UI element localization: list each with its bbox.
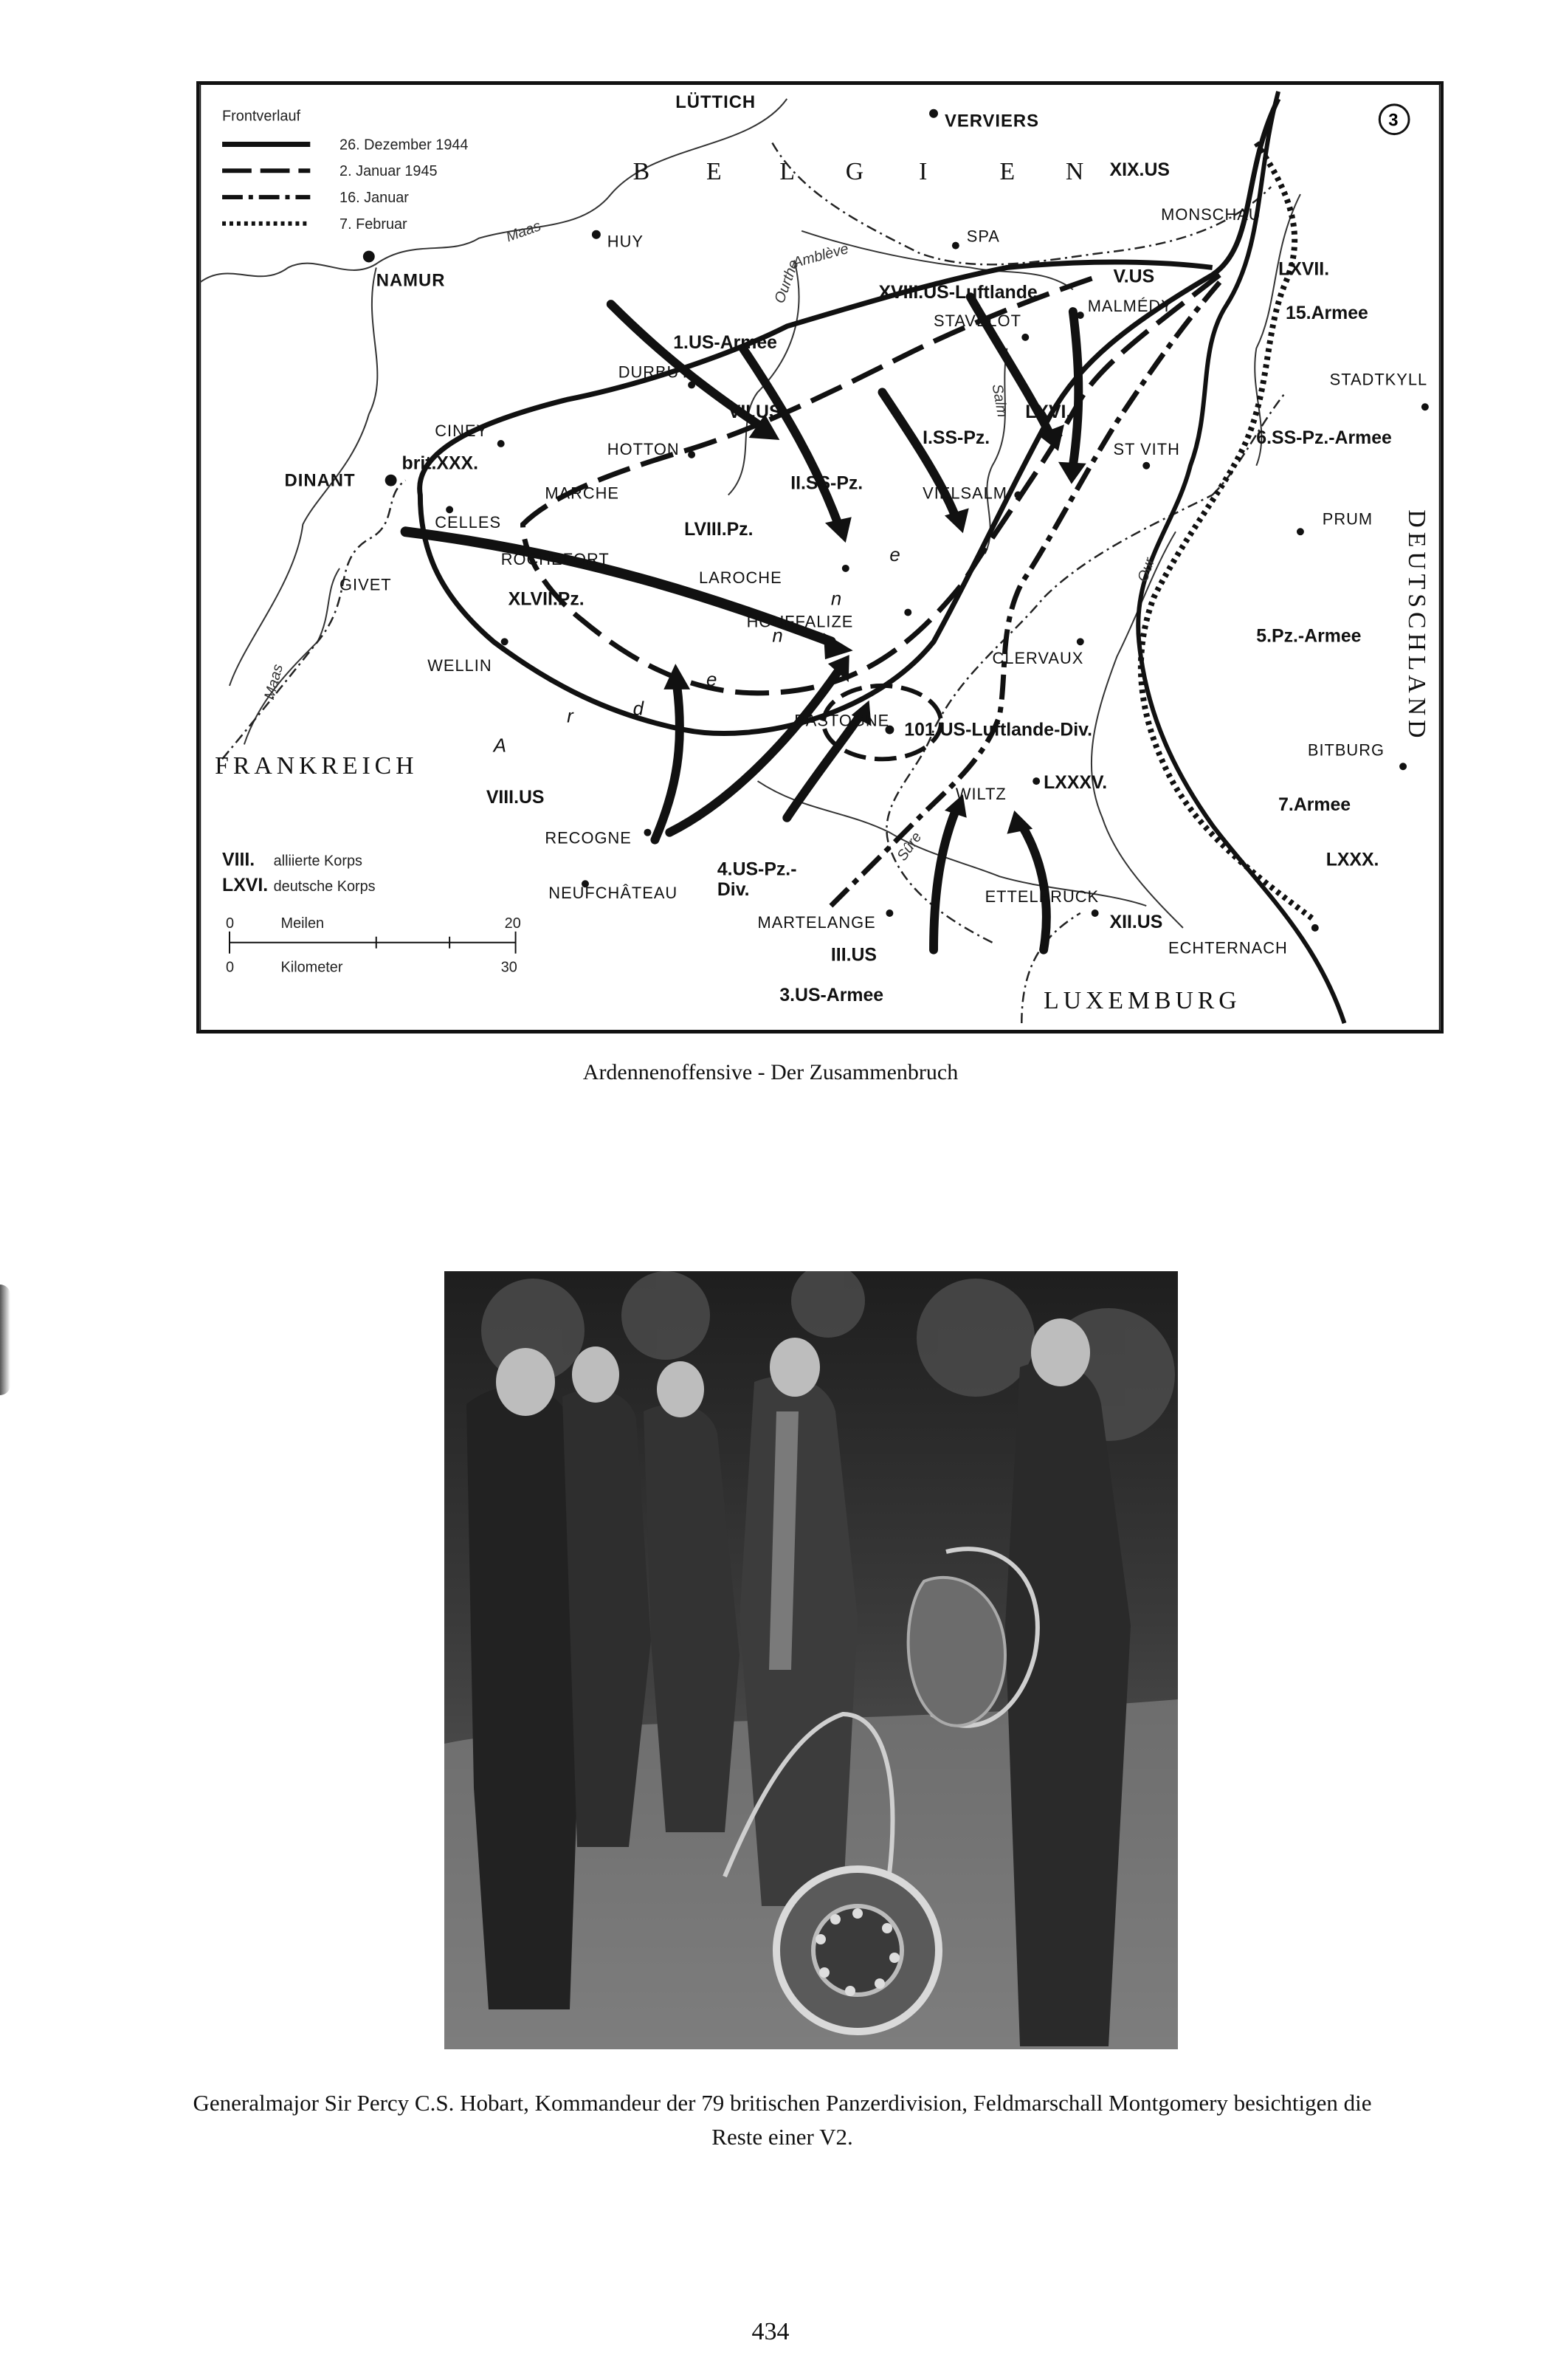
scale-miles-label: Meilen bbox=[280, 915, 325, 932]
town-celles: CELLES bbox=[435, 513, 502, 532]
unit-brit-xxx: brit.XXX. bbox=[401, 453, 479, 474]
legend-item-2jan: 2. Januar 1945 bbox=[339, 163, 438, 180]
unit-v-us: V.US bbox=[1113, 266, 1155, 287]
legend-item-7feb: 7. Februar bbox=[339, 216, 407, 233]
page-edge-shadow bbox=[0, 1284, 10, 1395]
town-laroche: LAROCHE bbox=[699, 568, 782, 587]
map-caption: Ardennenoffensive - Der Zusammenbruch bbox=[582, 1060, 959, 1084]
unit-4-us-pz-a: 4.US-Pz.- bbox=[717, 859, 797, 880]
unit-5-pz-armee: 5.Pz.-Armee bbox=[1256, 626, 1362, 647]
v2-inspection-photo bbox=[444, 1271, 1178, 2049]
town-wellin: WELLIN bbox=[427, 656, 492, 675]
unit-lxxxv: LXXXV. bbox=[1044, 773, 1108, 794]
page-number: 434 bbox=[751, 2318, 790, 2345]
river-ambleve: Amblève bbox=[790, 241, 851, 272]
unit-i-ss-pz: I.SS-Pz. bbox=[923, 427, 990, 448]
map-svg bbox=[199, 84, 1441, 1031]
photo-caption-line-2: Reste einer V2. bbox=[711, 2124, 853, 2150]
town-stadtkyll: STADTKYLL bbox=[1329, 370, 1428, 389]
town-huy: HUY bbox=[607, 232, 644, 251]
town-dinant: DINANT bbox=[284, 470, 356, 491]
town-echternach: ECHTERNACH bbox=[1168, 938, 1288, 957]
town-hotton: HOTTON bbox=[607, 439, 680, 458]
unit-7-armee: 7.Armee bbox=[1278, 794, 1351, 815]
river-salm: Salm bbox=[988, 382, 1011, 419]
scale-km-label: Kilometer bbox=[280, 959, 343, 976]
unit-vii-us: VII.US bbox=[728, 402, 782, 423]
scale-km-30: 30 bbox=[500, 959, 517, 976]
unit-3-us-armee: 3.US-Armee bbox=[779, 986, 884, 1006]
town-martelange: MARTELANGE bbox=[757, 912, 876, 932]
town-spa: SPA bbox=[966, 227, 1000, 246]
unit-xviii-us: XVIII.US-Luftlande bbox=[878, 283, 1038, 303]
unit-ii-ss-pz: II.SS-Pz. bbox=[790, 473, 863, 494]
unit-xix-us: XIX.US bbox=[1109, 160, 1170, 181]
bulge-letter-4: e bbox=[706, 669, 717, 690]
river-maas-north: Maas bbox=[503, 218, 543, 246]
unit-iii-us: III.US bbox=[830, 945, 878, 966]
town-clervaux: CLERVAUX bbox=[992, 649, 1084, 668]
map-number: 3 bbox=[1388, 110, 1399, 131]
front-26dec bbox=[420, 99, 1278, 734]
arrow-iii-us bbox=[934, 811, 956, 950]
arrow-4pz-north bbox=[655, 686, 680, 840]
town-vielsalm: VIELSALM bbox=[923, 484, 1008, 503]
unit-15-armee: 15.Armee bbox=[1286, 303, 1368, 324]
legend-corps-label-1: alliierte Korps bbox=[273, 853, 362, 870]
country-belgien-1: B bbox=[632, 158, 655, 186]
town-luettich: LÜTTICH bbox=[675, 92, 756, 112]
unit-4-us-pz-b: Div. bbox=[717, 880, 750, 901]
river-our: Our bbox=[1134, 555, 1159, 585]
town-verviers: VERVIERS bbox=[944, 111, 1040, 131]
legend-corps-code-1: VIII. bbox=[222, 850, 255, 870]
country-belgien-6: E bbox=[999, 158, 1020, 186]
country-belgien-2: E bbox=[706, 158, 726, 186]
country-belgien-4: G bbox=[845, 158, 869, 186]
town-bitburg: BITBURG bbox=[1307, 740, 1385, 760]
town-recogne: RECOGNE bbox=[545, 828, 632, 847]
town-monschau: MONSCHAU bbox=[1161, 204, 1261, 224]
river-ourthe: Ourthe bbox=[771, 258, 802, 306]
country-luxemburg: LUXEMBURG bbox=[1044, 987, 1241, 1015]
bulge-letter-3: d bbox=[632, 698, 644, 720]
town-marche: MARCHE bbox=[545, 484, 620, 503]
unit-1-us-armee: 1.US-Armee bbox=[673, 332, 777, 353]
photo-caption-line-1: Generalmajor Sir Percy C.S. Hobart, Kommandeur der 79 britischen Panzerdivision, Feldmarschall Montgomery besichtigen die bbox=[193, 2090, 1372, 2116]
scale-miles-20: 20 bbox=[504, 915, 521, 932]
arrow-lxvi bbox=[1073, 312, 1078, 466]
river-maas-south: Maas bbox=[261, 662, 287, 702]
town-houffalize: HOUFFALIZE bbox=[746, 612, 854, 631]
bulge-letter-5: n bbox=[772, 625, 783, 647]
unit-xii-us: XII.US bbox=[1109, 912, 1163, 932]
country-frankreich: FRANKREICH bbox=[215, 752, 418, 780]
ardennes-map bbox=[196, 81, 1444, 1033]
town-givet: GIVET bbox=[339, 575, 392, 594]
photo-caption bbox=[118, 2086, 1447, 2154]
unit-viii-us: VIII.US bbox=[486, 787, 545, 808]
town-namur: NAMUR bbox=[376, 270, 446, 291]
unit-lxxx: LXXX. bbox=[1325, 850, 1379, 870]
town-ciney: CINEY bbox=[435, 422, 489, 441]
bulge-letter-6: n bbox=[830, 588, 842, 610]
map-legend bbox=[222, 109, 468, 233]
town-malmedy: MALMÉDY bbox=[1087, 297, 1173, 316]
scale-miles-0: 0 bbox=[226, 915, 235, 932]
bulge-letter-1: A bbox=[493, 735, 506, 757]
river-sure: Sûre bbox=[894, 829, 925, 864]
unit-lxvi: LXVI. bbox=[1025, 402, 1072, 423]
town-neufchateau: NEUFCHÂTEAU bbox=[548, 884, 678, 903]
country-belgien-3: L bbox=[779, 158, 799, 186]
legend-item-26dec: 26. Dezember 1944 bbox=[339, 137, 469, 154]
legend-title: Frontverlauf bbox=[222, 108, 301, 125]
country-deutschland: DEUTSCHLAND bbox=[1403, 509, 1431, 743]
town-st-vith: ST VITH bbox=[1113, 439, 1180, 458]
town-rochefort: ROCHEFORT bbox=[500, 549, 610, 568]
town-prum: PRUM bbox=[1322, 509, 1373, 529]
unit-xlvii-pz: XLVII.Pz. bbox=[508, 589, 585, 610]
town-wiltz: WILTZ bbox=[955, 784, 1007, 803]
unit-lviii-pz: LVIII.Pz. bbox=[684, 520, 754, 540]
scale-km-0: 0 bbox=[226, 959, 235, 976]
legend-corps-code-2: LXVI. bbox=[222, 876, 269, 896]
bulge-letter-7: e bbox=[889, 544, 900, 565]
scale-bar bbox=[226, 915, 521, 976]
legend-item-16jan: 16. Januar bbox=[339, 190, 409, 207]
town-bastogne: BASTOGNE bbox=[794, 711, 890, 730]
bulge-letter-2: r bbox=[567, 706, 573, 727]
unit-6-ss-pz-armee: 6.SS-Pz.-Armee bbox=[1256, 427, 1392, 448]
town-stavelot: STAVELOT bbox=[934, 311, 1021, 330]
unit-101-luftlande: 101.US-Luftlande-Div. bbox=[904, 720, 1093, 740]
unit-lxvii: LXVII. bbox=[1278, 259, 1330, 280]
legend-corps-label-2: deutsche Korps bbox=[273, 878, 376, 895]
town-durbuy: DURBUY bbox=[618, 362, 691, 382]
town-ettelbruck: ETTELBRUCK bbox=[985, 887, 1100, 907]
country-belgien-7: N bbox=[1065, 158, 1089, 186]
country-belgien-5: I bbox=[919, 158, 932, 186]
